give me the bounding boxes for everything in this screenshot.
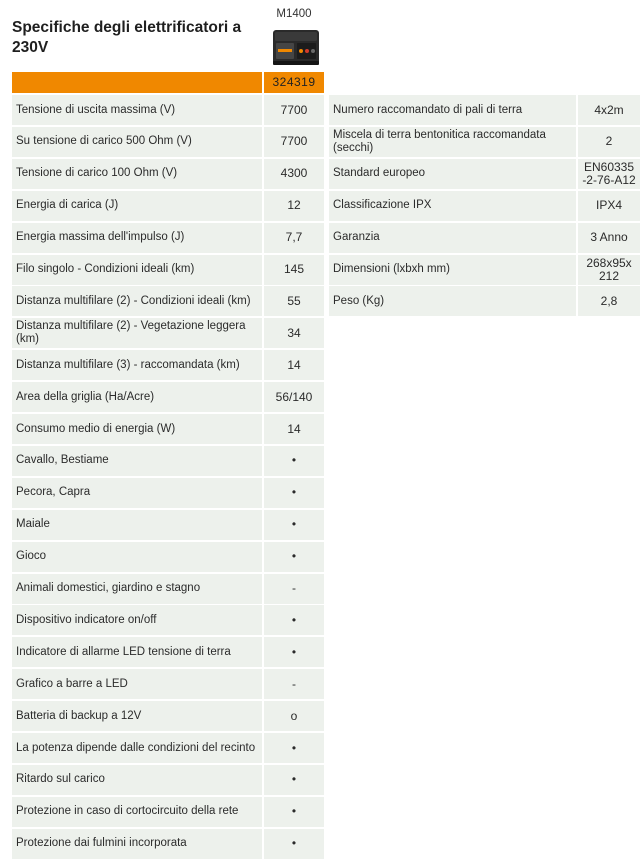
energizer-product-image — [272, 27, 320, 67]
spec-row — [329, 127, 640, 157]
spec-row — [12, 318, 324, 348]
spec-label: Distanza multifilare (3) - raccomandata (km) — [12, 350, 262, 380]
spec-value: - — [264, 669, 324, 699]
spec-value: • — [264, 510, 324, 540]
spec-row — [12, 127, 324, 157]
spec-row — [329, 159, 640, 189]
spec-value: 55 — [264, 286, 324, 316]
spec-row — [12, 414, 324, 444]
spec-label: Su tensione di carico 500 Ohm (V) — [12, 127, 262, 157]
spec-label: Classificazione IPX — [329, 191, 576, 221]
spec-value: o — [264, 701, 324, 731]
spec-value: 7700 — [264, 95, 324, 125]
spec-row — [329, 286, 640, 316]
spec-row — [329, 95, 640, 125]
spec-label: Standard europeo — [329, 159, 576, 189]
spec-label: Distanza multifilare (2) - Condizioni ideali (km) — [12, 286, 262, 316]
spec-row — [329, 255, 640, 285]
spec-value: 14 — [264, 414, 324, 444]
spec-value: 268x95x 212 — [578, 255, 640, 285]
spec-row — [12, 733, 324, 763]
spec-row — [12, 223, 324, 253]
page-title: Specifiche degli elettrificatori a 230V — [12, 19, 242, 56]
spec-label: Animali domestici, giardino e stagno — [12, 574, 262, 604]
spec-label: Gioco — [12, 542, 262, 572]
spec-row — [12, 286, 324, 316]
spec-label: Batteria di backup a 12V — [12, 701, 262, 731]
spec-label: Energia di carica (J) — [12, 191, 262, 221]
spec-label: Filo singolo - Condizioni ideali (km) — [12, 255, 262, 285]
spec-label: Numero raccomandato di pali di terra — [329, 95, 576, 125]
spec-label: Grafico a barre a LED — [12, 669, 262, 699]
spec-row — [329, 191, 640, 221]
spec-label: Ritardo sul carico — [12, 765, 262, 795]
spec-value: • — [264, 605, 324, 635]
spec-row — [12, 669, 324, 699]
spec-label: Dispositivo indicatore on/off — [12, 605, 262, 635]
spec-label: Peso (Kg) — [329, 286, 576, 316]
spec-label: Distanza multifilare (2) - Vegetazione leggera (km) — [12, 318, 262, 348]
spec-label: Tensione di carico 100 Ohm (V) — [12, 159, 262, 189]
spec-value: 56/140 — [264, 382, 324, 412]
spec-value: • — [264, 637, 324, 667]
spec-row — [12, 510, 324, 540]
spec-row — [12, 605, 324, 635]
spec-row — [12, 159, 324, 189]
spec-label: Pecora, Capra — [12, 478, 262, 508]
header-orange-bar — [12, 72, 262, 93]
spec-row — [12, 191, 324, 221]
spec-value: 4300 — [264, 159, 324, 189]
spec-value: 4x2m — [578, 95, 640, 125]
spec-row — [12, 446, 324, 476]
spec-value: 2 — [578, 127, 640, 157]
spec-row — [12, 95, 324, 125]
spec-label: Garanzia — [329, 223, 576, 253]
spec-label: Miscela di terra bentonitica raccomandata (secchi) — [329, 127, 576, 157]
spec-row — [12, 829, 324, 859]
spec-row — [12, 797, 324, 827]
spec-row — [12, 574, 324, 604]
spec-label: Protezione in caso di cortocircuito della rete — [12, 797, 262, 827]
spec-value: • — [264, 829, 324, 859]
spec-value: • — [264, 733, 324, 763]
spec-value: 7700 — [264, 127, 324, 157]
spec-value: • — [264, 797, 324, 827]
spec-value: • — [264, 542, 324, 572]
product-code: 324319 — [264, 72, 324, 93]
spec-label: Cavallo, Bestiame — [12, 446, 262, 476]
spec-row — [12, 542, 324, 572]
model-name: M1400 — [276, 8, 312, 20]
spec-label: Maiale — [12, 510, 262, 540]
spec-label: Consumo medio di energia (W) — [12, 414, 262, 444]
spec-label: Protezione dai fulmini incorporata — [12, 829, 262, 859]
spec-value: • — [264, 446, 324, 476]
spec-label: Energia massima dell'impulso (J) — [12, 223, 262, 253]
spec-row — [12, 637, 324, 667]
spec-value: 12 — [264, 191, 324, 221]
spec-row — [12, 765, 324, 795]
spec-row — [12, 255, 324, 285]
spec-value: 14 — [264, 350, 324, 380]
spec-value: 3 Anno — [578, 223, 640, 253]
spec-value: 7,7 — [264, 223, 324, 253]
spec-value: IPX4 — [578, 191, 640, 221]
spec-value: EN60335 -2-76-A12 — [578, 159, 640, 189]
spec-value: 145 — [264, 255, 324, 285]
spec-value: • — [264, 478, 324, 508]
spec-row — [12, 382, 324, 412]
spec-label: Dimensioni (lxbxh mm) — [329, 255, 576, 285]
spec-label: Area della griglia (Ha/Acre) — [12, 382, 262, 412]
spec-label: La potenza dipende dalle condizioni del recinto — [12, 733, 262, 763]
spec-label: Indicatore di allarme LED tensione di terra — [12, 637, 262, 667]
spec-value: 34 — [264, 318, 324, 348]
spec-row — [12, 701, 324, 731]
spec-row — [12, 478, 324, 508]
spec-label: Tensione di uscita massima (V) — [12, 95, 262, 125]
spec-value: - — [264, 574, 324, 604]
spec-row — [329, 223, 640, 253]
spec-value: 2,8 — [578, 286, 640, 316]
spec-row — [12, 350, 324, 380]
spec-value: • — [264, 765, 324, 795]
